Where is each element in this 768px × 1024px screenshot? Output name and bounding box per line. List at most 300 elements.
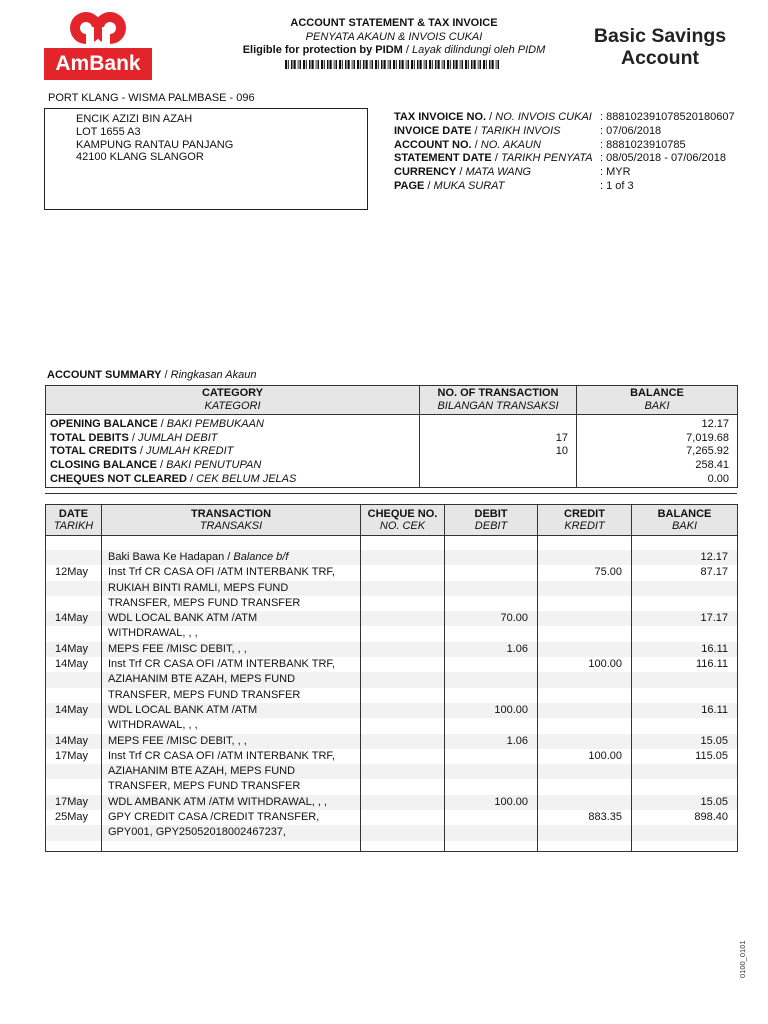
branch-name: PORT KLANG - WISMA PALMBASE - 096 [48,92,255,104]
table-row [46,795,738,810]
bf-label: Baki Bawa Ke Hadapan [108,551,225,563]
date-cell [46,626,102,641]
debit-cell [445,672,538,687]
cheque-cell [361,764,445,779]
bf-sep: / [224,551,234,563]
table-row [46,672,738,687]
debit-cell [445,779,538,794]
barcode-bar [417,60,419,69]
brand-name: AmBank [55,52,141,75]
credit-cell [538,734,632,749]
product-name [560,25,760,69]
debit-cell: 100.00 [445,795,538,810]
date-cell: 14May [46,734,102,749]
table-row [46,642,738,657]
info-label-my: MUKA SURAT [433,179,505,192]
date-cell [46,550,102,565]
description-cell: AZIAHANIM BTE AZAH, MEPS FUND [102,672,361,687]
balance-cell [632,581,738,596]
address-line: LOT 1655 A3 [76,125,141,138]
credit-cell [538,688,632,703]
info-value-text: 888102391078520180607 [606,111,735,123]
barcode-bar [480,60,482,69]
empty-cell [46,536,102,551]
barcode-bar [460,60,461,69]
transaction-column-header [632,505,738,536]
category-en: TOTAL DEBITS [50,431,129,444]
credit-cell [538,795,632,810]
empty-cell [445,536,538,551]
cheque-cell [361,734,445,749]
info-label-sep: / [424,179,434,192]
category-sep: / [136,445,146,458]
barcode-bar [442,60,443,69]
summary-balance: 12.17 [577,415,738,432]
credit-cell [538,764,632,779]
summary-column-header [420,386,577,415]
info-value: : 08/05/2018 - 07/06/2018 [600,152,727,165]
category-sep: / [186,472,197,485]
barcode-bar [429,60,431,69]
balance-cell [632,626,738,641]
info-value-text: MYR [606,166,631,179]
header-en: CATEGORY [201,387,264,399]
empty-cell [102,841,361,852]
summary-count [420,473,577,487]
description-cell: TRANSFER, MEPS FUND TRANSFER [102,688,361,703]
summary-title: ACCOUNT SUMMARY / Ringkasan Akaun [47,369,257,381]
cheque-cell [361,825,445,840]
category-en: CLOSING BALANCE [50,459,157,472]
barcode-bar [309,60,311,69]
table-row [46,581,738,596]
info-label-en: CURRENCY [394,166,457,179]
date-cell: 17May [46,795,102,810]
table-spacer-row [46,536,738,551]
info-row [394,180,735,194]
info-value: : 8881023910785 [600,138,686,151]
cheque-cell [361,626,445,641]
debit-cell: 100.00 [445,703,538,718]
ambank-logo-icon [68,10,128,46]
barcode-bar [334,60,335,69]
info-label [394,152,600,166]
address-line: ENCIK AZIZI BIN AZAH [76,113,193,125]
category-my: CEK BELUM JELAS [196,472,297,485]
debit-cell [445,825,538,840]
footer-code: 0100_0101 [738,940,747,978]
pidm-en: Eligible for protection by PIDM [242,44,403,56]
barcode-bar [342,60,343,69]
summary-row [46,445,738,459]
table-row [46,734,738,749]
balance-cell: 898.40 [632,810,738,825]
description-cell: WITHDRAWAL, , , [102,626,361,641]
info-label-sep: / [456,166,466,179]
info-label [394,139,600,153]
barcode-bar [288,60,289,69]
description-cell: WDL LOCAL BANK ATM /ATM [102,703,361,718]
empty-cell [361,841,445,852]
info-value-text: 08/05/2018 - 07/06/2018 [606,152,727,165]
cheque-cell [361,703,445,718]
barcode-bar [348,60,350,69]
category-my: BAKI PEMBUKAAN [166,418,264,430]
header-my: TRANSAKSI [199,520,263,532]
info-value: : 1 of 3 [600,179,634,192]
product-name-line1: Basic Savings [593,25,727,47]
barcode-bar [285,60,287,69]
transaction-column-header [361,505,445,536]
header-en: DATE [58,507,89,520]
header-my: KATEGORI [204,400,261,412]
credit-cell [538,596,632,611]
table-row [46,688,738,703]
date-cell [46,825,102,840]
pidm-my: Layak dilindungi oleh PIDM [411,44,546,56]
barcode-bar [330,60,332,69]
summary-table [45,385,738,488]
barcode-bar [438,60,440,69]
info-value-text: 1 of 3 [606,179,634,192]
barcode-bar [294,60,296,69]
debit-cell [445,718,538,733]
barcode-bar [492,60,494,69]
category-sep: / [128,431,139,444]
table-row [46,657,738,672]
balance-cell: 17.17 [632,611,738,626]
credit-cell [538,626,632,641]
barcode-bar [465,60,467,69]
barcode-bar [354,60,356,69]
credit-cell: 75.00 [538,565,632,580]
cheque-cell [361,795,445,810]
summary-count: 10 [420,445,577,459]
header-en: BALANCE [657,507,712,520]
barcode-bar [363,60,365,69]
cheque-cell [361,611,445,626]
description-cell: WDL LOCAL BANK ATM /ATM [102,611,361,626]
empty-cell [538,536,632,551]
debit-cell [445,581,538,596]
barcode-bar [424,60,425,69]
summary-row [46,415,738,432]
barcode-bar [303,60,305,69]
barcode-bar [462,60,464,69]
balance-cell [632,672,738,687]
summary-title-en: ACCOUNT SUMMARY [47,369,162,381]
summary-balance: 0.00 [577,473,738,487]
info-label-en: ACCOUNT NO. [394,138,472,151]
barcode-bar [411,60,413,69]
balance-cell [632,779,738,794]
info-label-sep: / [471,124,481,137]
info-value: : 07/06/2018 [600,124,662,137]
balance-cell: 115.05 [632,749,738,764]
credit-cell [538,581,632,596]
description-cell: Inst Trf CR CASA OFI /ATM INTERBANK TRF, [102,565,361,580]
summary-category [46,445,420,459]
description-cell: TRANSFER, MEPS FUND TRANSFER [102,779,361,794]
barcode-bar [381,60,383,69]
date-cell: 14May [46,642,102,657]
category-en: OPENING BALANCE [50,418,158,430]
summary-column-header [577,386,738,415]
statement-title: ACCOUNT STATEMENT & TAX INVOICE [290,17,498,29]
debit-cell [445,749,538,764]
barcode-bar [456,60,458,69]
date-cell: 17May [46,749,102,764]
description-cell: Inst Trf CR CASA OFI /ATM INTERBANK TRF, [102,657,361,672]
barcode-bar [378,60,379,69]
balance-cell: 15.05 [632,795,738,810]
barcode-bar [336,60,338,69]
barcode-bar [312,60,314,69]
summary-balance: 7,019.68 [577,432,738,446]
summary-category [46,432,420,446]
empty-cell [538,841,632,852]
balance-cell: 12.17 [632,550,738,565]
debit-cell: 1.06 [445,734,538,749]
transaction-column-header [538,505,632,536]
barcode-bar [360,60,361,69]
date-cell [46,688,102,703]
info-label-en: PAGE [394,179,425,192]
info-label-my: MATA WANG [465,166,532,179]
barcode-bar [324,60,325,69]
description-cell: MEPS FEE /MISC DEBIT, , , [102,642,361,657]
header-my: NO. CEK [379,520,426,532]
table-end-row [46,841,738,852]
address-line: 42100 KLANG SLANGOR [76,151,204,164]
info-label-sep: / [471,138,481,151]
barcode-bar [406,60,407,69]
product-name-line2: Account [621,47,699,69]
summary-title-my: Ringkasan Akaun [170,369,257,381]
header-my: TARIKH [53,520,94,532]
header-en: CREDIT [564,507,605,520]
summary-category [46,473,420,487]
table-row [46,703,738,718]
header-en: TRANSACTION [190,507,272,520]
empty-cell [361,536,445,551]
table-row [46,825,738,840]
statement-title-my: PENYATA AKAUN & INVOIS CUKAI [305,30,483,43]
date-cell [46,764,102,779]
credit-cell [538,611,632,626]
empty-cell [102,536,361,551]
credit-cell [538,718,632,733]
credit-cell: 100.00 [538,749,632,764]
table-row [46,749,738,764]
summary-row [46,473,738,487]
info-label-en: STATEMENT DATE [394,152,492,165]
description-cell: GPY CREDIT CASA /CREDIT TRANSFER, [102,810,361,825]
summary-count [420,415,577,432]
balance-cell [632,825,738,840]
cheque-cell [361,779,445,794]
debit-cell [445,688,538,703]
barcode-bar [420,60,422,69]
credit-cell [538,672,632,687]
cheque-cell [361,672,445,687]
description-cell [102,550,361,565]
credit-cell: 100.00 [538,657,632,672]
date-cell: 14May [46,657,102,672]
barcode-bar [414,60,415,69]
category-my: JUMLAH KREDIT [145,445,234,458]
info-label [394,166,600,180]
table-row [46,626,738,641]
info-label-my: TARIKH PENYATA [500,152,593,165]
credit-cell [538,703,632,718]
transaction-column-header [102,505,361,536]
balance-cell [632,596,738,611]
date-cell [46,672,102,687]
description-cell: RUKIAH BINTI RAMLI, MEPS FUND [102,581,361,596]
barcode-bar [447,60,449,69]
barcode-bar [352,60,353,69]
description-cell: WITHDRAWAL, , , [102,718,361,733]
category-sep: / [156,459,167,472]
debit-cell [445,596,538,611]
summary-balance: 7,265.92 [577,445,738,459]
address-lines [76,113,233,164]
cheque-cell [361,749,445,764]
header-my: BILANGAN TRANSAKSI [437,400,559,412]
barcode-icon [285,60,503,69]
pidm-separator: / [402,44,412,56]
info-label-my: NO. AKAUN [480,138,541,151]
debit-cell [445,550,538,565]
barcode-bar [489,60,491,69]
balance-cell: 116.11 [632,657,738,672]
header-my: DEBIT [474,520,508,532]
barcode-bar [444,60,446,69]
transaction-column-header [46,505,102,536]
date-cell [46,596,102,611]
barcode-bar [496,60,497,69]
barcode-bar [432,60,433,69]
barcode-bar [321,60,323,69]
barcode-bar [388,60,389,69]
info-label-en: INVOICE DATE [394,124,472,137]
cheque-cell [361,718,445,733]
cheque-cell [361,688,445,703]
balance-cell: 16.11 [632,642,738,657]
date-cell: 14May [46,703,102,718]
invoice-info [394,111,735,194]
info-value-text: 07/06/2018 [606,124,662,137]
cheque-cell [361,810,445,825]
credit-cell [538,825,632,840]
header-en: NO. OF TRANSACTION [437,387,559,399]
debit-cell [445,764,538,779]
barcode-bar [453,60,455,69]
header-my: BAKI [671,520,698,532]
category-sep: / [157,418,167,430]
transaction-column-header [445,505,538,536]
barcode-bar [291,60,293,69]
cheque-cell [361,642,445,657]
address-line: KAMPUNG RANTAU PANJANG [76,138,234,151]
barcode-bar [300,60,302,69]
barcode-bar [390,60,392,69]
debit-cell [445,657,538,672]
info-row [394,166,735,180]
balance-cell [632,764,738,779]
summary-category [46,415,420,432]
description-cell: MEPS FEE /MISC DEBIT, , , [102,734,361,749]
barcode-bar [339,60,341,69]
barcode-bar [402,60,404,69]
barcode-bar [483,60,485,69]
credit-cell [538,642,632,657]
balance-cell: 16.11 [632,703,738,718]
barcode-bar [370,60,371,69]
barcode-bar [468,60,469,69]
date-cell [46,718,102,733]
description-cell: Inst Trf CR CASA OFI /ATM INTERBANK TRF, [102,749,361,764]
balance-cell [632,688,738,703]
debit-cell [445,626,538,641]
table-row [46,611,738,626]
debit-cell [445,810,538,825]
summary-balance: 258.41 [577,459,738,473]
barcode-bar [318,60,320,69]
summary-count [420,459,577,473]
date-cell: 25May [46,810,102,825]
balance-cell: 87.17 [632,565,738,580]
barcode-bar [408,60,410,69]
bf-label-en: Balance b/f [233,551,289,563]
info-row [394,152,735,166]
info-label-en: TAX INVOICE NO. [394,111,487,123]
barcode-bar [498,60,500,69]
summary-row [46,432,738,446]
info-value: : 888102391078520180607 [600,111,735,123]
category-en: CHEQUES NOT CLEARED [50,472,187,485]
info-label [394,125,600,139]
barcode-bar [384,60,386,69]
info-label-my: NO. INVOIS CUKAI [495,111,592,123]
barcode-bar [345,60,347,69]
description-cell: AZIAHANIM BTE AZAH, MEPS FUND [102,764,361,779]
date-cell: 14May [46,611,102,626]
category-my: JUMLAH DEBIT [138,431,218,444]
description-cell: TRANSFER, MEPS FUND TRANSFER [102,596,361,611]
barcode-bar [471,60,473,69]
table-row [46,718,738,733]
summary-count: 17 [420,432,577,446]
debit-cell [445,565,538,580]
pidm-line [232,44,556,58]
empty-cell [445,841,538,852]
credit-cell: 883.35 [538,810,632,825]
date-cell: 12May [46,565,102,580]
cheque-cell [361,550,445,565]
balance-bf-row [46,550,738,565]
info-label-sep: / [486,111,496,123]
barcode-bar [396,60,397,69]
credit-cell [538,550,632,565]
empty-cell [46,841,102,852]
barcode-bar [426,60,428,69]
barcode-bar [435,60,437,69]
debit-cell: 1.06 [445,642,538,657]
summary-column-header [46,386,420,415]
barcode-bar [375,60,377,69]
